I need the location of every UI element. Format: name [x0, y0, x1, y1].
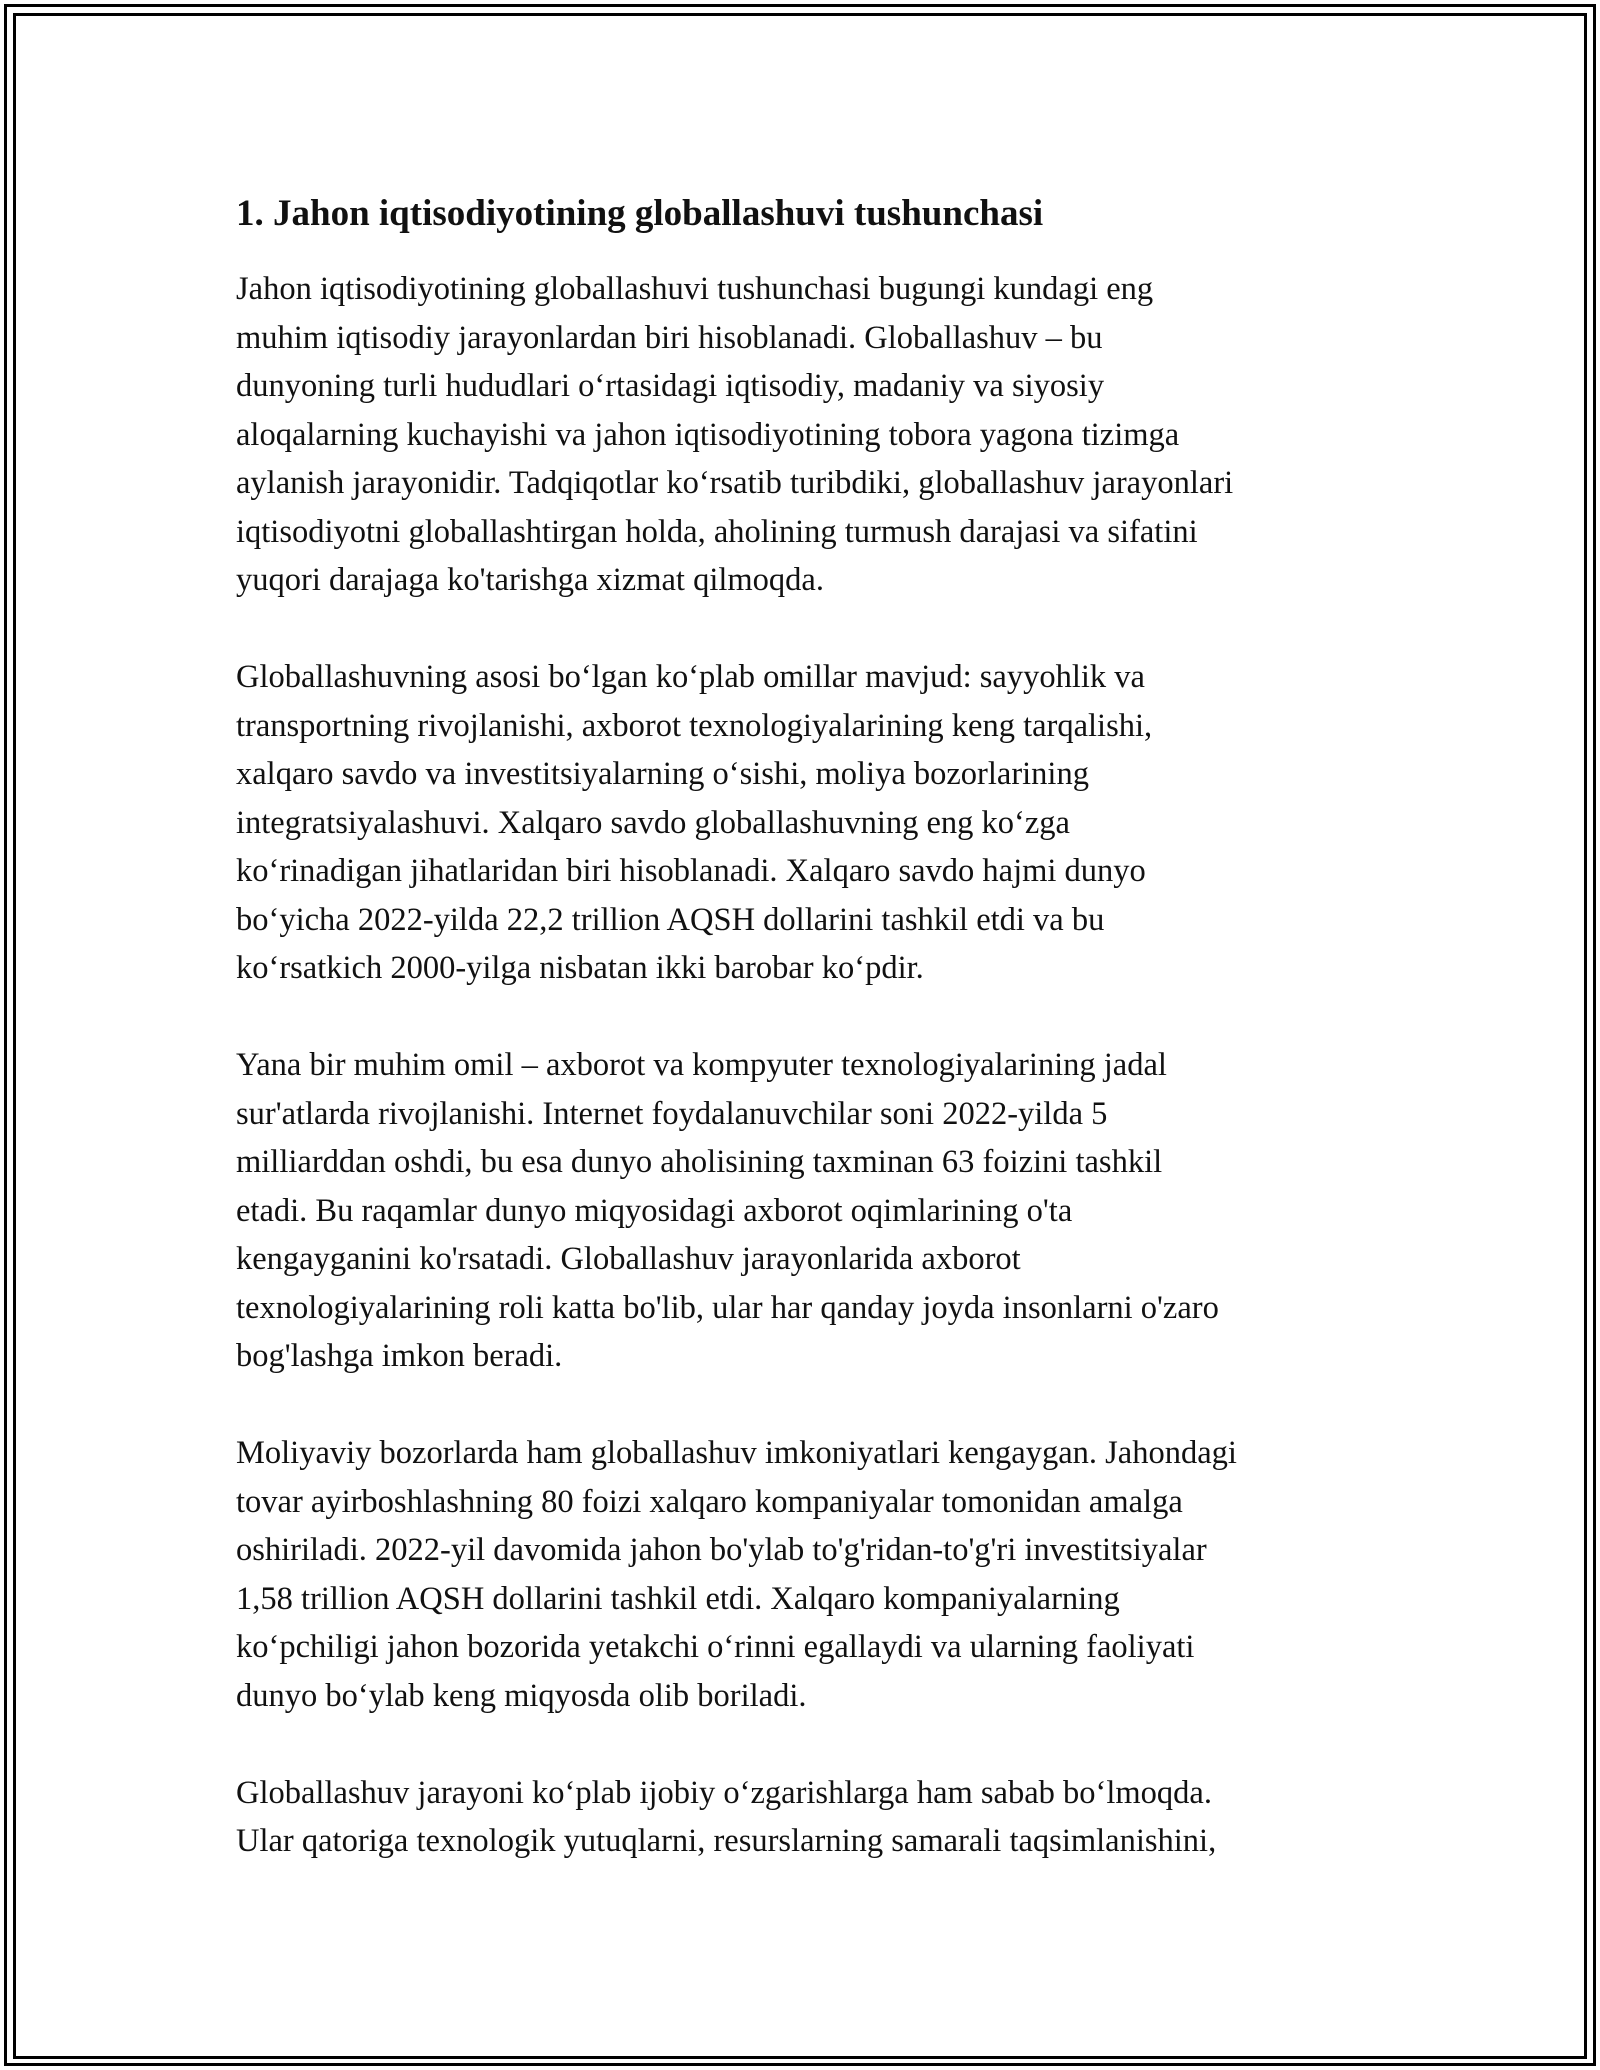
text-line: bog'lashga imkon beradi.: [236, 1338, 563, 1374]
text-line: milliarddan oshdi, bu esa dunyo aholisining taxminan 63 foizini tashkil: [236, 1144, 1163, 1180]
text-line: koʻpchiligi jahon bozorida yetakchi oʻrinni egallaydi va ularning faoliyati: [236, 1629, 1195, 1665]
paragraph-2: [236, 653, 1386, 993]
paragraph-4: [236, 1429, 1386, 1720]
text-line: etadi. Bu raqamlar dunyo miqyosidagi axborot oqimlarining o'ta: [236, 1192, 1073, 1229]
text-line: tovar ayirboshlashning 80 foizi xalqaro kompaniyalar tomonidan amalga: [236, 1483, 1183, 1520]
text-line: aloqalarning kuchayishi va jahon iqtisodiyotining tobora yagona tizimga: [236, 416, 1180, 453]
text-line: Moliyaviy bozorlarda ham globallashuv imkoniyatlari kengaygan. Jahondagi: [236, 1435, 1237, 1471]
text-line: 1,58 trillion AQSH dollarini tashkil etdi. Xalqaro kompaniyalarning: [236, 1580, 1120, 1617]
text-line: iqtisodiyotni globallashtirgan holda, aholining turmush darajasi va sifatini: [236, 513, 1198, 550]
text-line: sur'atlarda rivojlanishi. Internet foydalanuvchilar soni 2022-yilda 5: [236, 1095, 1108, 1132]
paragraph-3: [236, 1041, 1386, 1381]
text-line: dunyo boʻylab keng miqyosda olib boriladi.: [236, 1677, 807, 1714]
text-line: muhim iqtisodiy jarayonlardan biri hisoblanadi. Globallashuv – bu: [236, 319, 1103, 356]
text-line: transportning rivojlanishi, axborot texnologiyalarining keng tarqalishi,: [236, 707, 1153, 744]
text-line: Globallashuv jarayoni koʻplab ijobiy oʻzgarishlarga ham sabab boʻlmoqda.: [236, 1774, 1212, 1811]
text-line: Ular qatoriga texnologik yutuqlarni, resurslarning samarali taqsimlanishini,: [236, 1823, 1217, 1859]
section-heading: 1. Jahon iqtisodiyotining globallashuvi tushunchasi: [236, 193, 1044, 234]
text-line: Yana bir muhim omil – axborot va kompyuter texnologiyalarining jadal: [236, 1047, 1167, 1083]
text-line: koʻrsatkich 2000-yilga nisbatan ikki barobar koʻpdir.: [236, 950, 924, 986]
paragraph-5: [236, 1769, 1386, 1866]
text-line: integratsiyalashuvi. Xalqaro savdo globallashuvning eng koʻzga: [236, 804, 1070, 841]
text-line: dunyoning turli hududlari oʻrtasidagi iqtisodiy, madaniy va siyosiy: [236, 368, 1105, 404]
text-line: yuqori darajaga ko'tarishga xizmat qilmoqda.: [236, 562, 824, 598]
document-body: [236, 185, 1386, 1914]
text-line: Jahon iqtisodiyotining globallashuvi tushunchasi bugungi kundagi eng: [236, 271, 1154, 307]
text-line: boʻyicha 2022-yilda 22,2 trillion AQSH dollarini tashkil etdi va bu: [236, 901, 1105, 938]
text-line: xalqaro savdo va investitsiyalarning oʻsishi, moliya bozorlarining: [236, 756, 1089, 792]
text-line: Globallashuvning asosi boʻlgan koʻplab omillar mavjud: sayyohlik va: [236, 659, 1145, 695]
text-line: texnologiyalarining roli katta bo'lib, ular har qanday joyda insonlarni o'zaro: [236, 1289, 1219, 1326]
text-line: oshiriladi. 2022-yil davomida jahon bo'ylab to'g'ridan-to'g'ri investitsiyalar: [236, 1532, 1207, 1568]
text-line: kengayganini ko'rsatadi. Globallashuv jarayonlarida axborot: [236, 1241, 1021, 1277]
text-line: aylanish jarayonidir. Tadqiqotlar koʻrsatib turibdiki, globallashuv jarayonlari: [236, 465, 1234, 501]
paragraph-1: [236, 265, 1386, 605]
text-line: koʻrinadigan jihatlaridan biri hisoblanadi. Xalqaro savdo hajmi dunyo: [236, 853, 1146, 889]
